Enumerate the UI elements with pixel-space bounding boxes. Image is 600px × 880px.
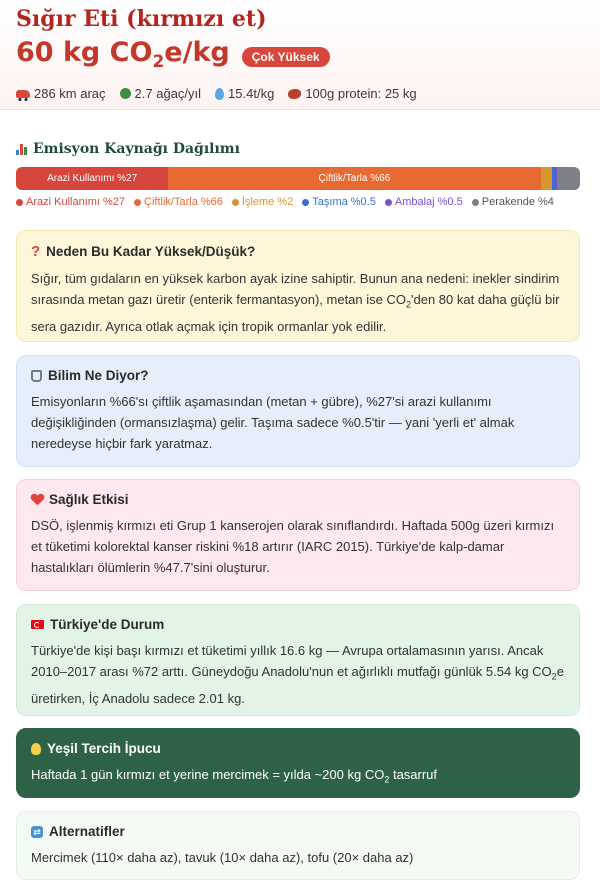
card-tip	[16, 728, 580, 798]
header	[0, 0, 600, 110]
distribution-legend	[16, 196, 586, 208]
legend-dot	[16, 199, 23, 206]
card-science	[16, 355, 580, 467]
lightbulb-icon	[31, 743, 41, 755]
severity-badge: Çok Yüksek	[242, 47, 330, 67]
page-title: Sığır Eti (kırmızı et)	[16, 6, 267, 32]
legend-item	[134, 196, 223, 208]
legend-label: Ambalaj %0.5	[394, 196, 463, 208]
card-tip-title-text: Yeşil Tercih İpucu	[47, 741, 161, 756]
question-icon: ?	[31, 243, 41, 260]
distribution-segment	[168, 167, 540, 190]
card-health-title-text: Sağlık Etkisi	[49, 492, 129, 507]
card-why-text-sub: 2	[406, 299, 412, 310]
card-turkey-text-a: Türkiye'de kişi başı kırmızı et tüketimi yıllık 16.6 kg — Avrupa ortalamasının yarısı. Ancak 2010–2017 arası %72 arttı. Güneydoğu Anadolu'nun et ağırlıklı mutfağı günlük 5.54 kg CO	[31, 643, 552, 679]
emission-value	[16, 38, 230, 77]
meat-icon	[288, 89, 301, 99]
emission-value-unit: e/kg	[164, 36, 230, 68]
legend-item	[302, 196, 376, 208]
card-tip-text-a: Haftada 1 gün kırmızı et yerine mercimek = yılda ~200 kg CO	[31, 767, 385, 782]
turkey-flag-icon	[31, 620, 44, 629]
card-why-text	[31, 268, 565, 337]
stat-car	[16, 86, 106, 101]
card-alternatives	[16, 811, 580, 880]
card-why-title	[31, 243, 565, 260]
card-turkey-text-sub: 2	[551, 671, 557, 682]
legend-dot	[385, 199, 392, 206]
card-tip-text-b: tasarruf	[389, 767, 438, 782]
card-science-text: Emisyonların %66'sı çiftlik aşamasından (metan + gübre), %27'si arazi kullanımı değişikliğinden (ormansızlaşma) gelir. Taşıma sadece %0.5'tir — yani 'yerli et' almak neredeyse hiçbir fark yaratmaz.	[31, 394, 515, 451]
card-why-text-b: 'den 80 kat daha güçlü bir sera gazıdır. Ayrıca otlak açmak için tropik ormanlar yok edilir.	[31, 292, 560, 334]
card-alternatives-title-text: Alternatifler	[49, 824, 125, 839]
swap-icon: ⇄	[31, 826, 43, 838]
card-turkey	[16, 604, 580, 716]
legend-label: Perakende %4	[481, 196, 554, 208]
card-health-title	[31, 492, 565, 507]
legend-item	[232, 196, 293, 208]
legend-dot	[134, 199, 141, 206]
legend-label: Taşıma %0.5	[312, 196, 376, 208]
card-science-title-text: Bilim Ne Diyor?	[48, 368, 149, 383]
tree-icon	[120, 88, 131, 99]
card-science-title	[31, 368, 565, 383]
distribution-segment	[541, 167, 552, 190]
distribution-title	[16, 141, 240, 157]
stat-water-text: 15.4t/kg	[228, 86, 275, 101]
stat-tree	[120, 86, 202, 101]
legend-label: İşleme %2	[241, 196, 294, 208]
legend-label: Arazi Kullanımı %27	[26, 196, 126, 208]
card-turkey-text-b: e üretirken, İç Anadolu sadece 2.01 kg.	[31, 664, 564, 706]
distribution-segment-label: Arazi Kullanımı %27	[47, 173, 138, 184]
emission-value-row	[16, 36, 584, 72]
bar-chart-icon	[16, 143, 28, 155]
stat-car-text: 286 km araç	[34, 86, 106, 101]
card-why-title-text: Neden Bu Kadar Yüksek/Düşük?	[46, 244, 256, 259]
equivalents-row	[16, 86, 584, 101]
heart-icon	[31, 494, 43, 506]
legend-item	[16, 196, 125, 208]
card-why-text-a: Sığır, tüm gıdaların en yüksek karbon ayak izine sahiptir. Bunun ana nedeni: inekler sindirim sırasında metan gazı üretir (enterik fermantasyon), metan ise CO	[31, 271, 560, 307]
card-turkey-text	[31, 640, 565, 709]
card-tip-text-sub: 2	[384, 774, 390, 785]
legend-dot	[472, 199, 479, 206]
emission-value-subscript: 2	[152, 51, 165, 72]
card-tip-title	[31, 741, 565, 756]
microscope-icon	[31, 370, 42, 382]
card-health	[16, 479, 580, 591]
legend-dot	[302, 199, 309, 206]
stat-protein	[288, 86, 416, 101]
legend-item	[472, 196, 554, 208]
stat-tree-text: 2.7 ağaç/yıl	[134, 86, 202, 101]
car-icon	[16, 90, 30, 98]
card-turkey-title-text: Türkiye'de Durum	[50, 617, 165, 632]
card-why	[16, 230, 580, 342]
legend-item	[385, 196, 463, 208]
card-alternatives-text: Mercimek (110× daha az), tavuk (10× daha az), tofu (20× daha az)	[31, 850, 414, 865]
distribution-title-text: Emisyon Kaynağı Dağılımı	[33, 141, 240, 157]
legend-dot	[232, 199, 239, 206]
card-alternatives-title	[31, 824, 565, 839]
water-drop-icon	[215, 88, 224, 100]
emission-value-main: 60 kg CO	[16, 36, 153, 68]
distribution-segment	[557, 167, 580, 190]
distribution-segment-label: Çiftlik/Tarla %66	[318, 173, 391, 184]
card-turkey-title	[31, 617, 565, 632]
card-tip-text	[31, 764, 565, 791]
stat-water	[215, 86, 274, 101]
card-health-text: DSÖ, işlenmiş kırmızı eti Grup 1 kanserojen olarak sınıflandırdı. Haftada 500g üzeri kırmızı et tüketimi kolorektal kanser riskini %18 artırır (IARC 2015). Türkiye'de kalp-damar hastalıkları ölümlerin %47.7'sini oluşturur.	[31, 518, 555, 575]
legend-label: Çiftlik/Tarla %66	[144, 196, 223, 208]
stat-protein-text: 100g protein: 25 kg	[305, 86, 417, 101]
distribution-bar	[16, 167, 580, 190]
distribution-segment	[16, 167, 168, 190]
